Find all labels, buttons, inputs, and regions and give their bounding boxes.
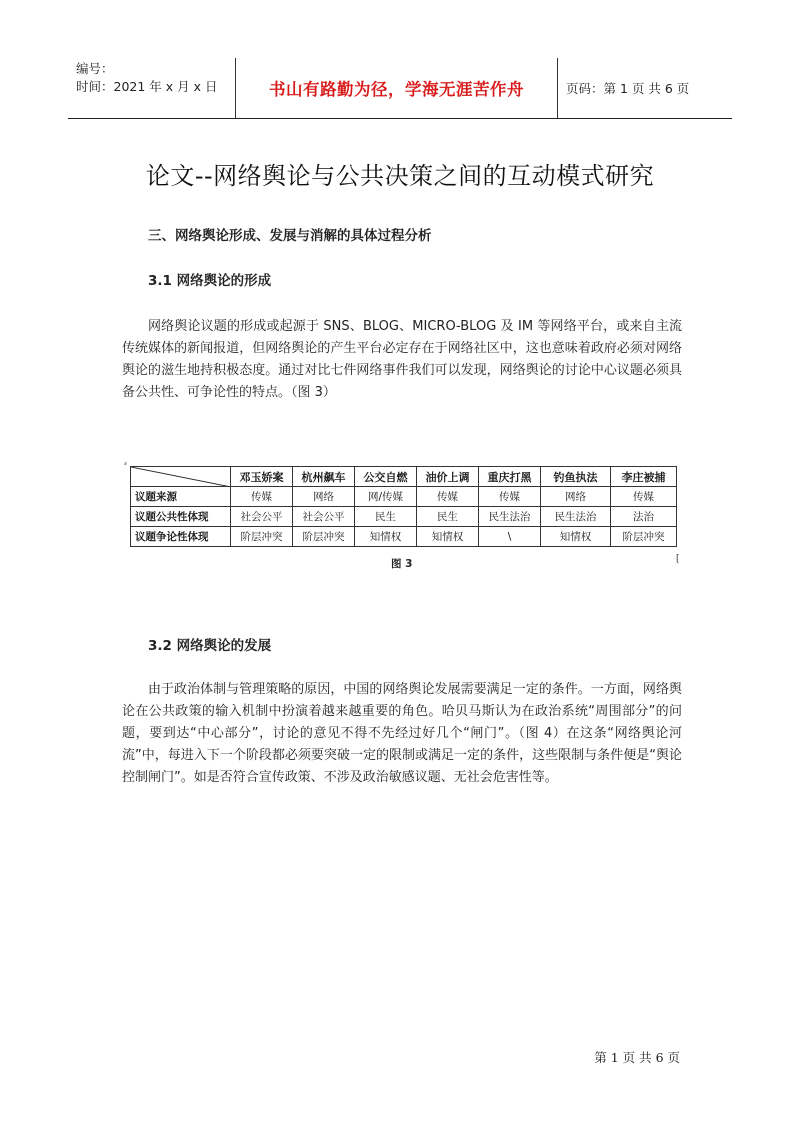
column-header: 重庆打黑	[479, 467, 541, 487]
table-cell: 知情权	[417, 527, 479, 547]
table-cell: 民生法治	[479, 507, 541, 527]
table-cell: 知情权	[355, 527, 417, 547]
paragraph: 由于政治体制与管理策略的原因，中国的网络舆论发展需要满足一定的条件。一方面，网络舆论在公共政策的输入机制中扮演着越来越重要的角色。哈贝马斯认为在政治系统“周围部分”的问题，要到达“中心部分”，讨论的意见不得不先经过好几个“闸门”。（图 4）在这条“网络舆论河流”中，每进入下一个阶段都必须要突破一定的限制或满足一定的条件，这些限制与条件便是“舆论控制闸门”。如是否符合宣传政策、不涉及政治敏感议题、无社会危害性等。	[122, 682, 682, 785]
column-header: 油价上调	[417, 467, 479, 487]
table-cell: 知情权	[541, 527, 611, 547]
header-divider	[557, 58, 558, 118]
diagonal-line	[131, 467, 231, 487]
table-cell: 传媒	[231, 487, 293, 507]
document-title: 论文--网络舆论与公共决策之间的互动模式研究	[145, 162, 655, 190]
header-number: 编号：	[76, 61, 114, 76]
subsection-heading: 3.2 网络舆论的发展	[148, 638, 272, 654]
table-row	[131, 487, 677, 507]
table-cell: 民生	[355, 507, 417, 527]
table-cell: 社会公平	[231, 507, 293, 527]
comparison-table	[130, 466, 677, 547]
row-header: 议题公共性体现	[131, 507, 231, 527]
row-header: 议题来源	[131, 487, 231, 507]
header-page-number: 页码：第 1 页 共 6 页	[566, 81, 690, 96]
row-header: 议题争论性体现	[131, 527, 231, 547]
table-cell: 传媒	[611, 487, 677, 507]
page-header	[68, 58, 732, 119]
table-row	[131, 527, 677, 547]
table-cell: 网/传媒	[355, 487, 417, 507]
anchor-mark: [	[676, 554, 680, 564]
table-cell: 网络	[293, 487, 355, 507]
subsection-heading: 3.1 网络舆论的形成	[148, 273, 272, 289]
figure-caption: 图 3	[391, 558, 413, 570]
column-header: 杭州飙车	[293, 467, 355, 487]
table-cell: 社会公平	[293, 507, 355, 527]
figure-3	[124, 458, 682, 568]
table-cell: 阶层冲突	[231, 527, 293, 547]
table-cell: 传媒	[479, 487, 541, 507]
table-cell: 民生法治	[541, 507, 611, 527]
header-meta	[76, 60, 236, 96]
table-cell: 阶层冲突	[611, 527, 677, 547]
page-footer: 第 1 页 共 6 页	[594, 1050, 680, 1065]
table-cell: 网络	[541, 487, 611, 507]
column-header: 李庄被捕	[611, 467, 677, 487]
paragraph: 网络舆论议题的形成或起源于 SNS、BLOG、MICRO-BLOG 及 IM 等网络平台，或来自主流传统媒体的新闻报道，但网络舆论的产生平台必定存在于网络社区中，这也意味着政府必须对网络舆论的滋生地持积极态度。通过对比七件网络事件我们可以发现，网络舆论的讨论中心议题必须具备公共性、可争论性的特点。（图 3）	[122, 319, 682, 400]
column-header: 邓玉娇案	[231, 467, 293, 487]
column-header: 公交自燃	[355, 467, 417, 487]
table-header-row	[131, 467, 677, 487]
table-cell: 阶层冲突	[293, 527, 355, 547]
diagonal-header-cell	[131, 467, 231, 487]
section-heading: 三、网络舆论形成、发展与消解的具体过程分析	[148, 228, 432, 244]
table-cell: 民生	[417, 507, 479, 527]
header-time: 时间：2021 年 x 月 x 日	[76, 79, 218, 94]
table-cell: 法治	[611, 507, 677, 527]
table-cell: \	[479, 527, 541, 547]
anchor-mark: ⸗	[124, 459, 127, 469]
column-header: 钓鱼执法	[541, 467, 611, 487]
table-row	[131, 507, 677, 527]
table-cell: 传媒	[417, 487, 479, 507]
header-motto: 书山有路勤为径，学海无涯苦作舟	[269, 80, 524, 99]
